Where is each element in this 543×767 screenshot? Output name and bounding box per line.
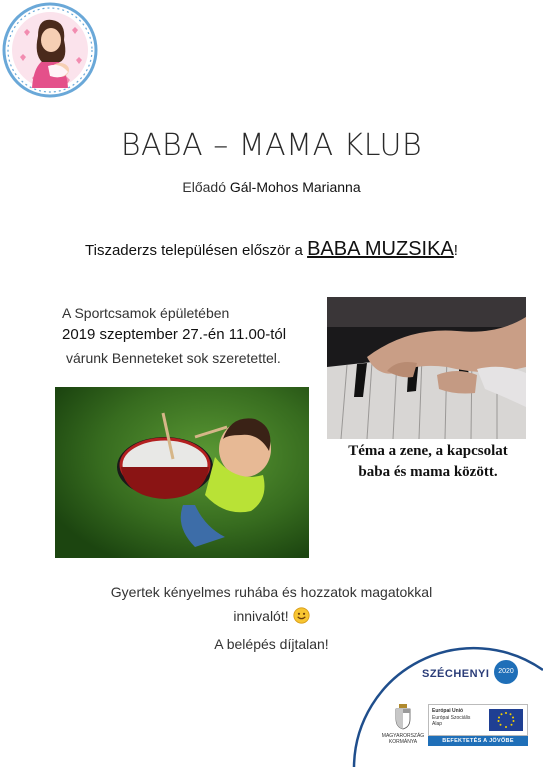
footer-line-2-text: innivalót!: [233, 608, 289, 624]
eu-box: [428, 704, 528, 736]
mother-baby-logo: [2, 2, 98, 98]
eu-line-3: Alap: [432, 721, 443, 727]
presenter-name: Gál-Mohos Marianna: [229, 179, 361, 195]
eu-line-2: Európai Szociális: [432, 714, 471, 721]
page-title: BABA – MAMA KLUB: [120, 128, 423, 163]
presenter-label: Előadó: [182, 179, 226, 195]
footer-line-3: A belépés díjtalan!: [214, 636, 329, 652]
presenter-line: [0, 179, 543, 195]
child-drum-photo: [55, 387, 309, 558]
eu-flag-icon: [489, 709, 523, 731]
program-year: 2020: [498, 668, 514, 675]
slogan-bar: BEFEKTETÉS A JÖVŐBE: [428, 736, 528, 746]
footer-line-1: Gyertek kényelmes ruhába és hozzatok magatokkal: [110, 584, 433, 600]
eu-line-1: Európai Unió: [432, 708, 464, 714]
coat-of-arms-icon: [395, 704, 411, 730]
event-invite: várunk Benneteket sok szeretettel.: [66, 350, 281, 366]
piano-photo: [327, 297, 526, 439]
event-datetime: 2019 szeptember 27.-én 11.00-tól: [62, 326, 287, 343]
government-label: [376, 733, 430, 745]
caption-line-2: baba és mama között.: [358, 464, 498, 480]
government-line-1: MAGYARORSZÁG: [381, 733, 425, 739]
caption-line-1: Téma a zene, a kapcsolat: [348, 443, 508, 459]
szechenyi-2020-badge: [352, 642, 543, 767]
headline-text: Tiszaderzs településen először a: [85, 242, 303, 259]
headline-suffix: !: [453, 242, 458, 259]
program-year-icon: [494, 660, 518, 684]
smiley-icon: [293, 607, 310, 624]
eu-text: [432, 708, 470, 728]
event-location: A Sportcsamok épületében: [62, 305, 230, 321]
headline-highlight: BABA MUZSIKA: [307, 238, 454, 260]
program-name: SZÉCHENYI: [422, 668, 490, 680]
photo-caption: [322, 441, 534, 483]
headline: [0, 238, 543, 261]
footer-line-2: [0, 607, 543, 624]
government-line-2: KORMÁNYA: [388, 739, 418, 745]
